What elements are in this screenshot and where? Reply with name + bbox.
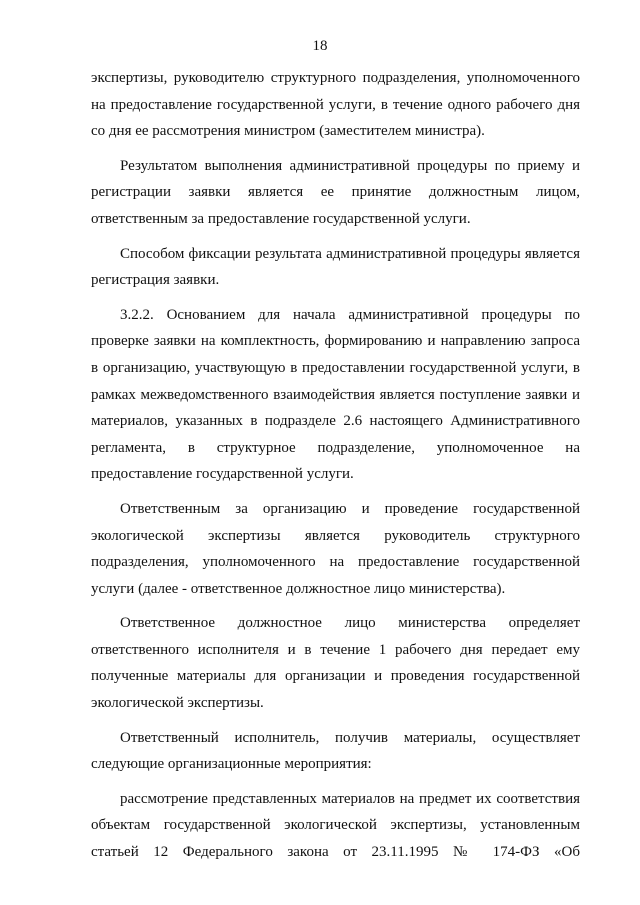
paragraph-materials-review: рассмотрение представленных материалов на предмет их соответствия объектам государственной экологической экспертизы, установленным статьей 12 Федерального закона от 23.11.1995 № 174-ФЗ «Об [91, 790, 580, 861]
paragraph-executor-actions: Ответственный исполнитель, получив материалы, осуществляет следующие организационные мероприятия: [91, 729, 580, 773]
paragraph-section-3-2-2: 3.2.2. Основанием для начала административной процедуры по проверке заявки на комплектность, формированию и направлению запроса в организацию, участвующую в предоставлении государственной услуги, в рамках межведомственного взаимодействия является поступление заявки и материалов, указанных в подразделе 2.6 настоящего Административного регламента, в структурное подразделение, уполномоченное на предоставление государственной услуги. [91, 306, 580, 483]
paragraph-executor-assignment: Ответственное должностное лицо министерства определяет ответственного исполнителя и в течение 1 рабочего дня передает ему полученные материалы для организации и проведения государственной экологической экспертизы. [91, 615, 580, 712]
paragraph-responsible-official: Ответственным за организацию и проведение государственной экологической экспертизы является руководитель структурного подразделения, уполномоченного на предоставление государственной услуги (далее - ответственное должностное лицо министерства). [91, 500, 580, 597]
document-body [91, 65, 580, 866]
paragraph-fixation-method: Способом фиксации результата административной процедуры является регистрация заявки. [91, 245, 580, 289]
paragraph-expertise-continuation: экспертизы, руководителю структурного подразделения, уполномоченного на предоставление государственной услуги, в течение одного рабочего дня со дня ее рассмотрения министром (заместителем министра). [91, 70, 580, 140]
page-number: 18 [312, 38, 328, 54]
paragraph-registration-result: Результатом выполнения административной процедуры по приему и регистрации заявки является ее принятие должностным лицом, ответственным за предоставление государственной услуги. [91, 157, 580, 227]
